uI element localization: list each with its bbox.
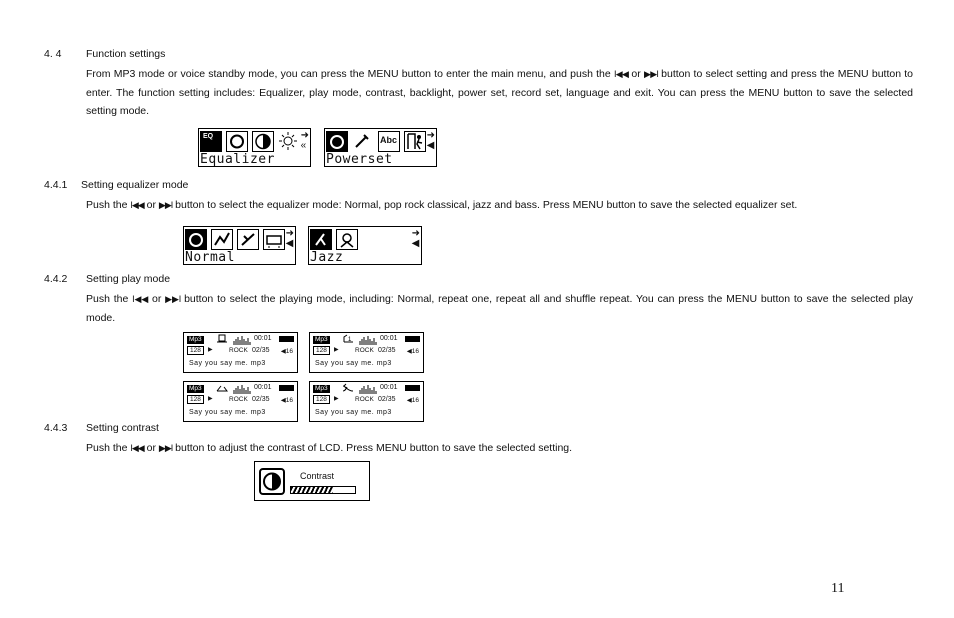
contrast-label: Contrast [300, 471, 335, 481]
track-counter: 02/35 [378, 396, 396, 403]
bitrate-label: 128 [187, 346, 204, 355]
bitrate-label: 128 [313, 346, 330, 355]
lcd-equalizer-menu [198, 128, 311, 167]
exit-icon [404, 131, 426, 152]
language-icon: Abc [378, 131, 400, 152]
next-button-icon: ▶▶I [158, 200, 173, 210]
battery-icon [279, 385, 294, 391]
song-title: Say you say me. mp3 [315, 360, 392, 367]
bitrate-label: 128 [313, 395, 330, 404]
time-display: 00:01 [380, 384, 398, 391]
lcd-label-normal: Normal [185, 250, 235, 265]
spectrum-icon [232, 384, 252, 394]
format-badge: Mp3 [315, 336, 328, 343]
contrast-icon [252, 131, 274, 152]
intro-text-a: From MP3 mode or voice standby mode, you can press the MENU button to enter the main menu, and push the [86, 68, 611, 80]
player-screen-repeat-one [309, 332, 424, 373]
eq-icon: EQ [200, 131, 222, 152]
subsection-body [86, 290, 913, 327]
intro-text-b: button to select setting and press the MENU button to enter. The function setting includes: Equalizer, play mode, contrast, backlight, power set, record set, language and exit. You can press the MENU button to save the selected setting mode. [86, 68, 914, 117]
spectrum-icon [358, 335, 378, 345]
play-icon: ▶ [334, 347, 339, 353]
body-or: or [146, 442, 156, 454]
prev-button-icon: I◀◀ [613, 69, 629, 79]
subsection-number: 4.4.1 [44, 179, 68, 191]
song-title: Say you say me. mp3 [315, 409, 392, 416]
player-screen-repeat-all [183, 381, 298, 422]
section-title: Function settings [86, 48, 166, 60]
spectrum-icon [232, 335, 252, 345]
menu-arrows-icon: ➜ ◀ [285, 228, 294, 249]
play-mode-icon [226, 131, 248, 152]
body-text-a: Push the [86, 442, 128, 454]
lcd-eq-jazz [308, 226, 422, 265]
page-number: 11 [831, 581, 845, 596]
prev-button-icon: I◀◀ [130, 443, 144, 453]
section-number: 4. 4 [44, 48, 62, 60]
play-icon: ▶ [208, 396, 213, 402]
subsection-title: Setting play mode [86, 273, 171, 285]
rock-eq-icon [211, 229, 233, 250]
prev-button-icon: I◀◀ [132, 294, 149, 304]
next-button-icon: ▶▶I [165, 294, 181, 304]
volume-level: ◀16 [280, 397, 293, 404]
time-display: 00:01 [254, 335, 272, 342]
eq-genre: ROCK [355, 347, 374, 354]
subsection-number: 4.4.2 [44, 273, 68, 285]
format-badge: Mp3 [189, 385, 202, 392]
eq-genre: ROCK [355, 396, 374, 403]
body-or: or [146, 199, 156, 211]
contrast-level-bar [290, 486, 356, 494]
track-counter: 02/35 [252, 396, 270, 403]
svg-text:1: 1 [348, 337, 352, 343]
body-text-b: button to adjust the contrast of LCD. Press MENU button to save the selected setting. [175, 442, 573, 454]
battery-icon [405, 385, 420, 391]
repeat-one-icon [342, 334, 354, 343]
lcd-label-powerset: Powerset [326, 152, 393, 167]
track-counter: 02/35 [378, 347, 396, 354]
power-icon [326, 131, 348, 152]
next-button-icon: ▶▶I [158, 443, 173, 453]
body-text-b: button to select the equalizer mode: Normal, pop rock classical, jazz and bass. Press MENU button to save the selected equalizer set. [175, 199, 798, 211]
body-text-b: button to select the playing mode, including: Normal, repeat one, repeat all and shuffle repeat. You can press the MENU button to save the selected play mode. [86, 293, 913, 324]
play-icon: ▶ [208, 347, 213, 353]
next-button-icon: ▶▶I [643, 69, 658, 79]
play-icon: ▶ [334, 396, 339, 402]
volume-level: ◀16 [406, 397, 419, 404]
format-badge: Mp3 [315, 385, 328, 392]
repeat-all-icon [216, 383, 228, 392]
song-title: Say you say me. mp3 [189, 360, 266, 367]
format-badge: Mp3 [189, 336, 202, 343]
track-counter: 02/35 [252, 347, 270, 354]
subsection-body [86, 439, 913, 458]
record-icon [352, 131, 374, 152]
body-or: or [151, 293, 162, 305]
body-text-a: Push the [86, 199, 128, 211]
contrast-icon [259, 468, 285, 495]
lcd-powerset-menu [324, 128, 437, 167]
volume-level: ◀16 [280, 348, 293, 355]
lcd-label-jazz: Jazz [310, 250, 344, 265]
subsection-body [86, 196, 913, 215]
normal-eq-icon [185, 229, 207, 250]
normal-mode-icon [216, 334, 228, 343]
intro-or: or [631, 68, 641, 80]
battery-icon [405, 336, 420, 342]
lcd-label-equalizer: Equalizer [200, 152, 275, 167]
backlight-icon [278, 131, 300, 152]
time-display: 00:01 [380, 335, 398, 342]
spectrum-icon [358, 384, 378, 394]
lcd-eq-normal [183, 226, 296, 265]
eq-genre: ROCK [229, 347, 248, 354]
body-text-a: Push the [86, 293, 129, 305]
menu-arrows-icon: ➜ ◀ [411, 228, 420, 249]
subsection-title: Setting contrast [86, 422, 159, 434]
jazz-eq-icon [310, 229, 332, 250]
prev-button-icon: I◀◀ [130, 200, 144, 210]
pop-eq-icon [263, 229, 285, 250]
player-screen-shuffle [309, 381, 424, 422]
player-screen-normal [183, 332, 298, 373]
classical-eq-icon [237, 229, 259, 250]
menu-arrows-icon: ➜ « [300, 130, 309, 151]
contrast-level-fill [291, 487, 333, 493]
volume-level: ◀16 [406, 348, 419, 355]
shuffle-icon [342, 383, 354, 392]
battery-icon [279, 336, 294, 342]
bass-eq-icon [336, 229, 358, 250]
subsection-number: 4.4.3 [44, 422, 68, 434]
song-title: Say you say me. mp3 [189, 409, 266, 416]
section-intro [86, 65, 913, 121]
lcd-contrast [254, 461, 370, 501]
bitrate-label: 128 [187, 395, 204, 404]
time-display: 00:01 [254, 384, 272, 391]
eq-genre: ROCK [229, 396, 248, 403]
menu-arrows-icon: ➜ ◀ [426, 130, 435, 151]
subsection-title: Setting equalizer mode [81, 179, 189, 191]
